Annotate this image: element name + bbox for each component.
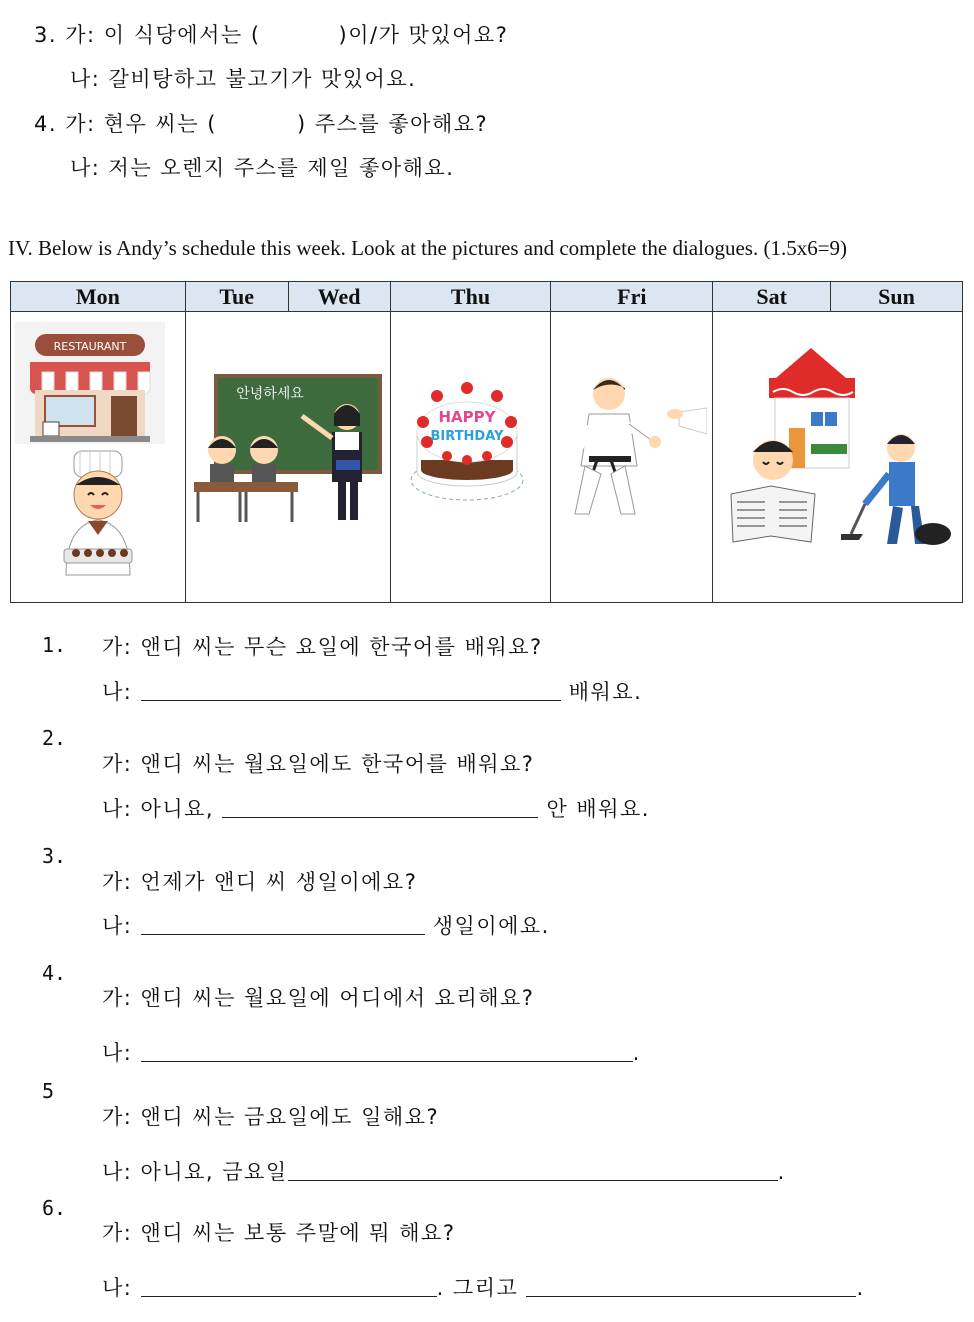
q3-question: 가: 언제가 앤디 씨 생일이에요? bbox=[102, 870, 418, 894]
prev-q3-b: 나: 갈비탕하고 불고기가 맛있어요. bbox=[70, 67, 417, 91]
q2-answer-blank[interactable] bbox=[222, 816, 538, 818]
q4-question: 가: 앤디 씨는 월요일에 어디에서 요리해요? bbox=[102, 986, 535, 1010]
q6-answer-blank-2[interactable] bbox=[526, 1295, 856, 1297]
q3-answer-blank[interactable] bbox=[141, 933, 425, 935]
tue-wed-picture-cell bbox=[185, 312, 390, 603]
q6-answer-blank-1[interactable] bbox=[141, 1295, 437, 1297]
q4-answer-line bbox=[102, 1037, 641, 1067]
q1-answer-blank[interactable] bbox=[141, 699, 561, 701]
weekend-chores-image bbox=[725, 348, 955, 548]
q1-question: 가: 앤디 씨는 무슨 요일에 한국어를 배워요? bbox=[102, 635, 543, 659]
prev-q3-a-suffix: )이/가 맛있어요? bbox=[338, 23, 509, 47]
day-mon: Mon bbox=[11, 282, 186, 312]
birthday-cake-image bbox=[407, 382, 527, 512]
q2-number: 2. bbox=[42, 726, 67, 750]
chef-image bbox=[56, 445, 141, 580]
prev-q4-number: 4. bbox=[34, 112, 58, 136]
prev-q4-b: 나: 저는 오렌지 주스를 제일 좋아해요. bbox=[70, 156, 455, 180]
q5-answer-blank[interactable] bbox=[288, 1179, 778, 1181]
q3-answer-suffix: 생일이에요. bbox=[432, 914, 550, 938]
q4-answer-blank[interactable] bbox=[141, 1060, 633, 1062]
q3-answer-line bbox=[102, 910, 550, 940]
day-thu: Thu bbox=[390, 282, 551, 312]
schedule-table bbox=[10, 281, 963, 603]
q3-number: 3. bbox=[42, 844, 67, 868]
q6-answer-line bbox=[102, 1272, 865, 1302]
q5-number: 5 bbox=[42, 1079, 55, 1103]
prev-q3-number: 3. bbox=[34, 23, 58, 47]
restaurant-sign-text: RESTAURANT bbox=[53, 340, 127, 353]
q6-question: 가: 앤디 씨는 보통 주말에 뭐 해요? bbox=[102, 1221, 456, 1245]
day-sat: Sat bbox=[713, 282, 831, 312]
q5-answer-line bbox=[102, 1156, 786, 1186]
day-wed: Wed bbox=[288, 282, 390, 312]
q6-answer-mid: . 그리고 bbox=[436, 1276, 519, 1300]
chalkboard-text: 안녕하세요 bbox=[235, 386, 304, 402]
day-tue: Tue bbox=[185, 282, 288, 312]
taekwondo-image bbox=[567, 372, 707, 532]
q1-answer-line bbox=[102, 676, 642, 706]
thu-picture-cell bbox=[390, 312, 551, 603]
q4-number: 4. bbox=[42, 961, 67, 985]
q6-number: 6. bbox=[42, 1196, 67, 1220]
cake-text-birthday: BIRTHDAY bbox=[430, 429, 504, 444]
prev-q4-a-suffix: ) 주스를 좋아해요? bbox=[296, 112, 489, 136]
q5-answer-suffix: . bbox=[777, 1160, 786, 1184]
prev-q4-a-text: 가: 현우 씨는 ( bbox=[65, 112, 217, 136]
q5-question: 가: 앤디 씨는 금요일에도 일해요? bbox=[102, 1105, 440, 1129]
prev-q3-a bbox=[34, 19, 508, 49]
q2-question: 가: 앤디 씨는 월요일에도 한국어를 배워요? bbox=[102, 752, 535, 776]
day-sun: Sun bbox=[831, 282, 963, 312]
cake-text-happy: HAPPY bbox=[438, 408, 496, 426]
q1-number: 1. bbox=[42, 633, 67, 657]
mon-picture-cell bbox=[11, 312, 186, 603]
day-fri: Fri bbox=[551, 282, 713, 312]
q4-answer-suffix: . bbox=[632, 1041, 641, 1065]
q3-answer-prefix: 나: bbox=[102, 914, 133, 938]
prev-q3-a-text: 가: 이 식당에서는 ( bbox=[65, 23, 261, 47]
schedule-picture-row bbox=[11, 312, 963, 603]
q1-answer-suffix: 배워요. bbox=[568, 680, 643, 704]
q2-answer-suffix: 안 배워요. bbox=[546, 797, 650, 821]
prev-q4-a bbox=[34, 108, 488, 138]
sat-sun-picture-cell bbox=[713, 312, 963, 603]
classroom-image bbox=[192, 372, 382, 532]
fri-picture-cell bbox=[551, 312, 713, 603]
restaurant-image bbox=[15, 322, 165, 444]
q4-answer-prefix: 나: bbox=[102, 1041, 133, 1065]
q6-answer-suffix: . bbox=[856, 1276, 865, 1300]
section-title: IV. Below is Andy’s schedule this week. Look at the pictures and complete the dialogues. (1.5x6=9) bbox=[8, 236, 848, 260]
schedule-header-row bbox=[11, 282, 963, 312]
q5-answer-prefix: 나: 아니요, 금요일 bbox=[102, 1160, 288, 1184]
q1-answer-prefix: 나: bbox=[102, 680, 133, 704]
q2-answer-prefix: 나: 아니요, bbox=[102, 797, 215, 821]
q2-answer-line bbox=[102, 793, 650, 823]
q6-answer-prefix: 나: bbox=[102, 1276, 133, 1300]
